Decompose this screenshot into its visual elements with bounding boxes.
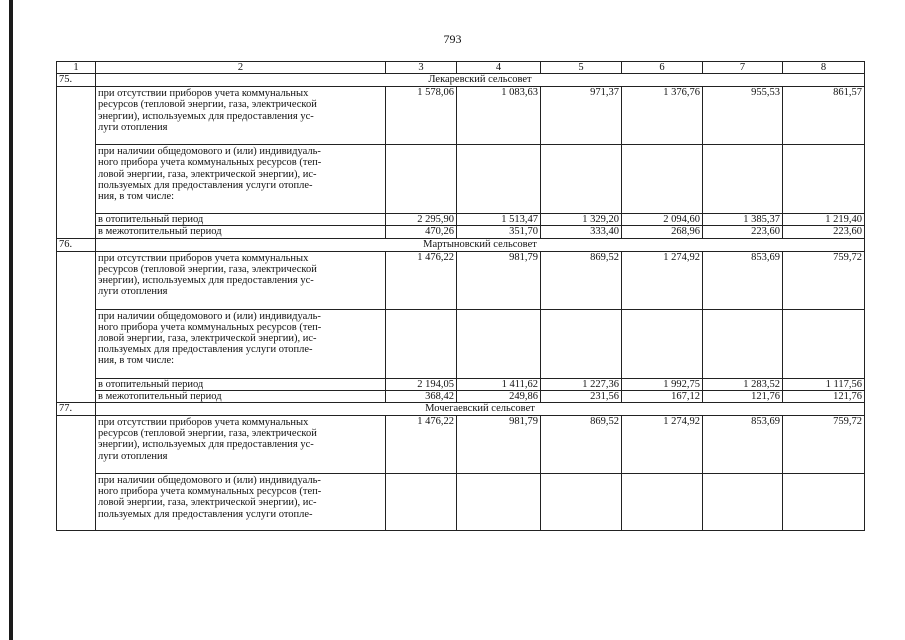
heating-period-label: в отопительный период: [96, 214, 386, 226]
section-title: Мартыновский сельсовет: [96, 238, 865, 251]
description-line: ловой энергии, газа, электрической энергии), ис-: [98, 497, 317, 509]
empty-cell: [386, 474, 457, 531]
section-row: [57, 403, 865, 416]
section-number-cell: [57, 251, 96, 402]
value-cell: 1 411,62: [457, 378, 541, 390]
value-cell: 351,70: [457, 226, 541, 238]
off-season-label: в межотопительный период: [96, 390, 386, 402]
description-line: ния, в том числе:: [98, 190, 175, 202]
value-cell: 1 329,20: [541, 214, 622, 226]
empty-cell: [783, 309, 865, 378]
value-cell: 861,57: [783, 87, 865, 145]
value-cell: 1 219,40: [783, 214, 865, 226]
column-header: 2: [96, 62, 386, 74]
section-title: Лекаревский сельсовет: [96, 74, 865, 87]
column-header: 1: [57, 62, 96, 74]
off-season-row: [57, 226, 865, 238]
value-cell: 268,96: [622, 226, 703, 238]
description-line: энергии), используемых для предоставления ус-: [98, 110, 314, 122]
value-cell: 1 274,92: [622, 251, 703, 309]
no-meter-description: [96, 87, 386, 145]
value-cell: 121,76: [783, 390, 865, 402]
value-cell: 981,79: [457, 416, 541, 474]
description-line: ного прибора учета коммунальных ресурсов (теп-: [98, 321, 322, 333]
value-cell: 368,42: [386, 390, 457, 402]
no-meter-row: [57, 416, 865, 474]
section-number: 77.: [57, 403, 96, 416]
value-cell: 971,37: [541, 87, 622, 145]
value-cell: 1 227,36: [541, 378, 622, 390]
description-line: пользуемых для предоставления услуги отопле-: [98, 179, 313, 191]
value-cell: 121,76: [703, 390, 783, 402]
value-cell: 981,79: [457, 251, 541, 309]
empty-cell: [541, 145, 622, 214]
section-number-cell: [57, 87, 96, 238]
tariff-table: [56, 61, 865, 531]
empty-cell: [783, 474, 865, 531]
with-meter-row: [57, 474, 865, 531]
value-cell: 231,56: [541, 390, 622, 402]
description-line: при отсутствии приборов учета коммунальных: [98, 417, 309, 429]
off-season-label: в межотопительный период: [96, 226, 386, 238]
empty-cell: [703, 309, 783, 378]
description-line: ловой энергии, газа, электрической энергии), ис-: [98, 168, 317, 180]
description-line: луги отопления: [98, 286, 168, 298]
off-season-row: [57, 390, 865, 402]
empty-cell: [703, 474, 783, 531]
value-cell: 2 194,05: [386, 378, 457, 390]
with-meter-row: [57, 145, 865, 214]
column-header: 4: [457, 62, 541, 74]
description-line: при отсутствии приборов учета коммунальных: [98, 252, 309, 264]
empty-cell: [541, 309, 622, 378]
value-cell: 1 992,75: [622, 378, 703, 390]
description-line: при наличии общедомового и (или) индивидуаль-: [98, 310, 321, 322]
empty-cell: [457, 309, 541, 378]
empty-cell: [541, 474, 622, 531]
scan-edge-shadow: [9, 0, 13, 640]
empty-cell: [622, 309, 703, 378]
description-line: ловой энергии, газа, электрической энергии), ис-: [98, 332, 317, 344]
description-line: луги отопления: [98, 450, 168, 462]
with-meter-description: [96, 474, 386, 531]
section-number: 75.: [57, 74, 96, 87]
value-cell: 223,60: [783, 226, 865, 238]
value-cell: 1 476,22: [386, 251, 457, 309]
empty-cell: [457, 474, 541, 531]
description-line: ния, в том числе:: [98, 355, 175, 367]
value-cell: 2 295,90: [386, 214, 457, 226]
description-line: энергии), используемых для предоставления ус-: [98, 439, 314, 451]
description-line: при отсутствии приборов учета коммунальных: [98, 88, 309, 100]
description-line: пользуемых для предоставления услуги отопле-: [98, 508, 313, 520]
with-meter-description: [96, 145, 386, 214]
empty-cell: [783, 145, 865, 214]
section-number-cell: [57, 416, 96, 531]
description-line: ресурсов (тепловой энергии, газа, электрической: [98, 99, 317, 111]
column-header: 7: [703, 62, 783, 74]
section-title: Мочегаевский сельсовет: [96, 403, 865, 416]
description-line: луги отопления: [98, 121, 168, 133]
value-cell: 470,26: [386, 226, 457, 238]
description-line: энергии), используемых для предоставления ус-: [98, 274, 314, 286]
page-number: 793: [443, 32, 462, 46]
empty-cell: [386, 145, 457, 214]
value-cell: 167,12: [622, 390, 703, 402]
empty-cell: [386, 309, 457, 378]
no-meter-description: [96, 416, 386, 474]
section-number: 76.: [57, 238, 96, 251]
with-meter-row: [57, 309, 865, 378]
value-cell: 1 385,37: [703, 214, 783, 226]
empty-cell: [703, 145, 783, 214]
heating-period-label: в отопительный период: [96, 378, 386, 390]
value-cell: 249,86: [457, 390, 541, 402]
with-meter-description: [96, 309, 386, 378]
description-line: ного прибора учета коммунальных ресурсов (теп-: [98, 486, 322, 498]
empty-cell: [457, 145, 541, 214]
description-line: ресурсов (тепловой энергии, газа, электрической: [98, 263, 317, 275]
value-cell: 853,69: [703, 251, 783, 309]
empty-cell: [622, 145, 703, 214]
column-header: 6: [622, 62, 703, 74]
value-cell: 853,69: [703, 416, 783, 474]
column-header: 8: [783, 62, 865, 74]
value-cell: 1 274,92: [622, 416, 703, 474]
no-meter-row: [57, 251, 865, 309]
value-cell: 1 376,76: [622, 87, 703, 145]
no-meter-row: [57, 87, 865, 145]
value-cell: 1 476,22: [386, 416, 457, 474]
value-cell: 1 083,63: [457, 87, 541, 145]
value-cell: 1 283,52: [703, 378, 783, 390]
description-line: ресурсов (тепловой энергии, газа, электрической: [98, 428, 317, 440]
value-cell: 869,52: [541, 251, 622, 309]
description-line: ного прибора учета коммунальных ресурсов (теп-: [98, 157, 322, 169]
column-header: 5: [541, 62, 622, 74]
description-line: при наличии общедомового и (или) индивидуаль-: [98, 475, 321, 487]
heating-period-row: [57, 214, 865, 226]
value-cell: 869,52: [541, 416, 622, 474]
value-cell: 955,53: [703, 87, 783, 145]
empty-cell: [622, 474, 703, 531]
value-cell: 333,40: [541, 226, 622, 238]
value-cell: 2 094,60: [622, 214, 703, 226]
value-cell: 1 513,47: [457, 214, 541, 226]
value-cell: 759,72: [783, 416, 865, 474]
description-line: пользуемых для предоставления услуги отопле-: [98, 344, 313, 356]
section-row: [57, 74, 865, 87]
value-cell: 1 117,56: [783, 378, 865, 390]
column-number-row: [57, 62, 865, 74]
heating-period-row: [57, 378, 865, 390]
column-header: 3: [386, 62, 457, 74]
value-cell: 1 578,06: [386, 87, 457, 145]
value-cell: 223,60: [703, 226, 783, 238]
value-cell: 759,72: [783, 251, 865, 309]
description-line: при наличии общедомового и (или) индивидуаль-: [98, 146, 321, 158]
no-meter-description: [96, 251, 386, 309]
section-row: [57, 238, 865, 251]
